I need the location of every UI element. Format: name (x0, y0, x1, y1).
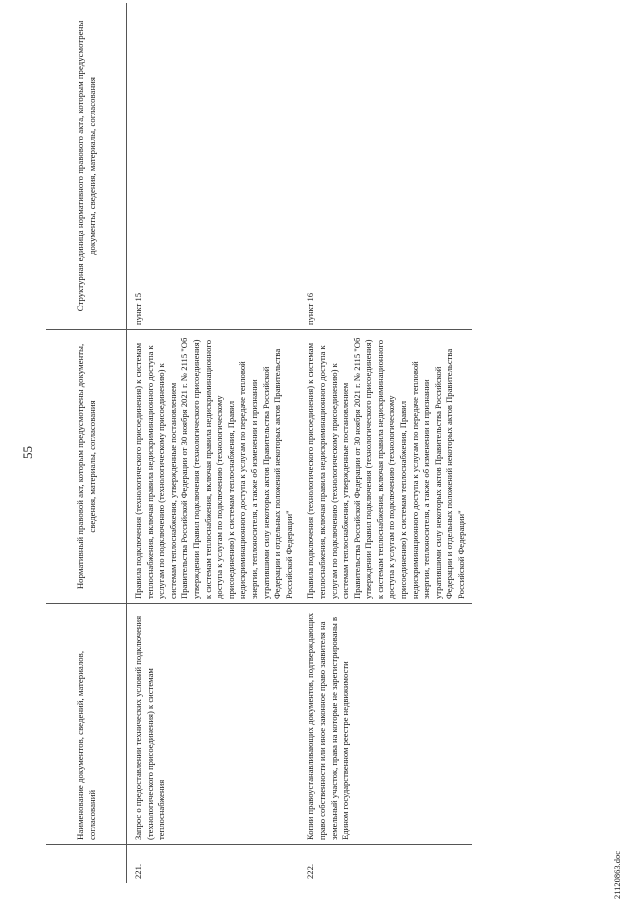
row-document-name: Копии правоустанавливающих документов, подтверждающих право собственности или иное законное право заявителя на земельный участок, права на которые не зарегистрированы в Едином государственном реестре недвижимости (299, 604, 471, 845)
table-header-row (46, 3, 127, 883)
row-structural-unit: пункт 16 (299, 3, 471, 330)
header-unit: Структурная единица нормативного правового акта, которым предусмотрены документы, сведения, материалы, согласования (46, 3, 127, 330)
header-name: Наименование документов, сведений, материалов, согласований (46, 604, 127, 845)
row-legal-act: Правила подключения (технологического присоединения) к системам теплоснабжения, включая правила недискриминационного доступа к услугам по подключению (технологическому присоединению) к системам теплоснабжения, утвержденные постановлением Правительства Российской Федерации от 30 ноября 2021 г. № 2115 "Об утверждении Правил подключения (технологического присоединения) к системам теплоснабжения, включая правила недискриминационного доступа к услугам по подключению (технологическому присоединению) к системам теплоснабжения, Правил недискриминационного доступа к услугам по передаче тепловой энергии, теплоносителя, а также об изменении и признании утратившими силу некоторых актов Правительства Российской Федерации и отдельных положений некоторых актов Правительства Российской Федерации" (127, 330, 300, 604)
header-number-cell (46, 845, 127, 884)
page-number: 55 (20, 446, 35, 459)
documents-table (46, 3, 472, 883)
document-file-id: 21120863.doc (612, 850, 622, 899)
row-number: 222. (305, 863, 316, 879)
header-act: Нормативный правовой акт, которым предусмотрены документы, сведения, материалы, согласования (46, 330, 127, 604)
row-legal-act: Правила подключения (технологического присоединения) к системам теплоснабжения, включая правила недискриминационного доступа к услугам по подключению (технологическому присоединению) к системам теплоснабжения, утвержденные постановлением Правительства Российской Федерации от 30 ноября 2021 г. № 2115 "Об утверждении Правил подключения (технологического присоединения) к системам теплоснабжения, включая правила недискриминационного доступа к услугам по подключению (технологическому присоединению) к системам теплоснабжения, Правил недискриминационного доступа к услугам по передаче тепловой энергии, теплоносителя, а также об изменении и признании утратившими силу некоторых актов Правительства Российской Федерации и отдельных положений некоторых актов Правительства Российской Федерации" (299, 330, 471, 604)
table-row (299, 3, 471, 883)
table-row (127, 3, 300, 883)
row-number: 221. (133, 863, 143, 879)
row-document-name: Запрос о предоставлении технических условий подключения (технологического присоединения) к системам теплоснабжения (127, 604, 300, 845)
row-structural-unit: пункт 15 (127, 3, 300, 330)
